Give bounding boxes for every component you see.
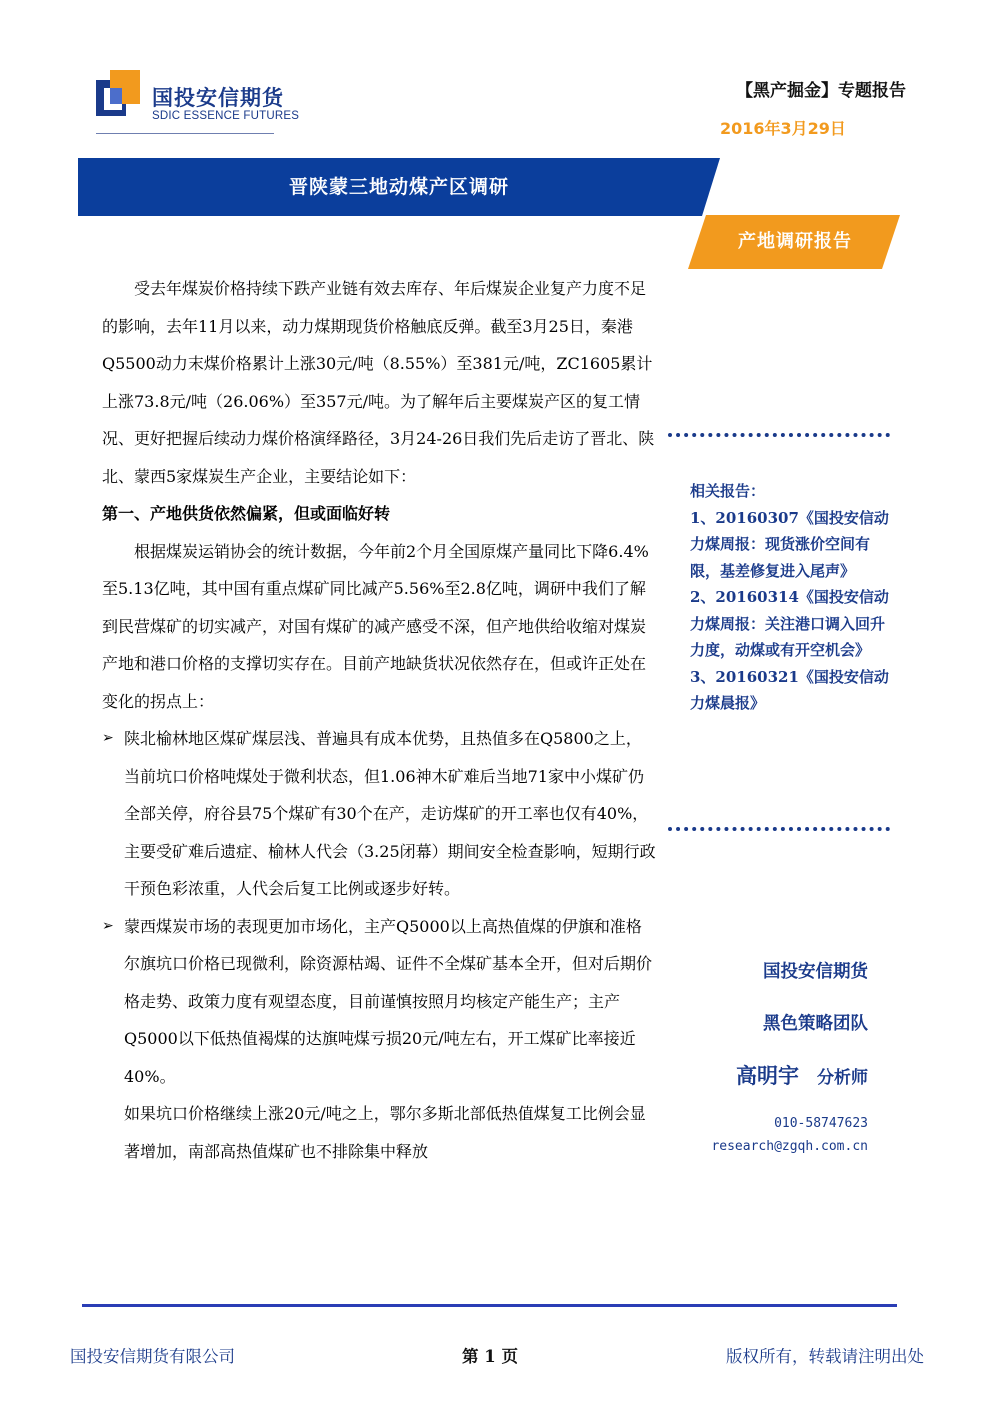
related-report-item[interactable]: 2、20160314《国投安信动力煤周报：关注港口调入回升力度，动煤或有开空机会》 — [690, 588, 889, 659]
footer-divider — [82, 1304, 897, 1307]
body-paragraph: 如果坑口价格继续上涨20元/吨之上，鄂尔多斯北部低热值煤复工比例会显著增加，南部高热值煤矿也不排除集中释放 — [124, 1104, 646, 1161]
logo-divider — [96, 133, 274, 134]
bullet-item — [102, 908, 657, 1096]
intro-paragraph: 受去年煤炭价格持续下跌产业链有效去库存、年后煤炭企业复产力度不足的影响，去年11月以来，动力煤期现货价格触底反弹。截至3月25日，秦港Q5500动力末煤价格累计上涨30元/吨（8.55%）至381元/吨，ZC1605累计上涨73.8元/吨（26.06%）至357元/吨。为了解年后主要煤炭产区的复工情况、更好把握后续动力煤价格演绎路径，3月24-26日我们先后走访了晋北、陕北、蒙西5家煤炭生产企业，主要结论如下： — [102, 279, 655, 486]
analyst-role: 分析师 — [817, 1068, 868, 1088]
bullet-text: 陕北榆林地区煤矿煤层浅、普遍具有成本优势，且热值多在Q5800之上，当前坑口价格吨煤处于微利状态，但1.06神木矿难后当地71家中小煤矿仍全部关停，府谷县75个煤矿有30个在产，走访煤矿的开工率也仅有40%，主要受矿难后遗症、榆林人代会（3.25闭幕）期间安全检查影响，短期行政干预色彩浓重，人代会后复工比例或逐步好转。 — [124, 729, 656, 898]
contact-phone: 010-58747623 — [774, 1116, 868, 1131]
footer-company: 国投安信期货有限公司 — [70, 1347, 235, 1366]
page-number: 第 1 页 — [462, 1347, 518, 1366]
related-report-item[interactable]: 1、20160307《国投安信动力煤周报：现货涨价空间有限，基差修复进入尾声》 — [690, 508, 889, 580]
company-logo-icon — [96, 70, 140, 118]
contact-email[interactable]: research@zgqh.com.cn — [711, 1139, 868, 1154]
arrow-bullet-icon: ➢ — [102, 730, 114, 746]
bullet-text: 蒙西煤炭市场的表现更加市场化，主产Q5000以上高热值煤的伊旗和准格尔旗坑口价格已现微利，除资源枯竭、证件不全煤矿基本全开，但对后期价格走势、政策力度有观望态度，目前谨慎按照月均核定产能生产；主产Q5000以下低热值褐煤的达旗吨煤亏损20元/吨左右，开工煤矿比率接近40%。 — [124, 916, 653, 1086]
footer-copyright: 版权所有，转载请注明出处 — [726, 1347, 924, 1366]
org-name: 国投安信期货 — [763, 962, 868, 982]
team-name: 黑色策略团队 — [763, 1014, 868, 1034]
section-heading: 第一、产地供货依然偏紧，但或面临好转 — [102, 504, 391, 523]
related-title: 相关报告： — [690, 482, 766, 500]
report-category: 产地调研报告 — [738, 231, 852, 252]
report-title: 晋陕蒙三地动煤产区调研 — [288, 176, 509, 198]
arrow-bullet-icon: ➢ — [102, 917, 114, 934]
analyst — [736, 1060, 868, 1090]
bullet-item — [102, 720, 657, 908]
sidebar-divider-top — [668, 433, 890, 437]
sidebar-divider-bottom — [668, 827, 890, 831]
logo-cn-text: 国投安信期货 — [152, 86, 284, 110]
logo-en-text: SDIC ESSENCE FUTURES — [152, 110, 300, 122]
related-reports — [690, 478, 890, 717]
body-paragraph: 根据煤炭运销协会的统计数据，今年前2个月全国原煤产量同比下降6.4%至5.13亿吨，其中国有重点煤矿同比减产5.56%至2.8亿吨，调研中我们了解到民营煤矿的切实减产，对国有煤矿的减产感受不深，但产地供给收缩对煤炭产地和港口价格的支撑切实存在。目前产地缺货状况依然存在，但或许正处在变化的拐点上： — [102, 541, 649, 711]
report-tag: 【黑产掘金】专题报告 — [736, 81, 906, 101]
analyst-name: 高明宇 — [736, 1064, 799, 1088]
main-content — [102, 270, 657, 1170]
report-date: 2016年3月29日 — [720, 119, 846, 138]
related-report-item[interactable]: 3、20160321《国投安信动力煤晨报》 — [690, 667, 889, 712]
